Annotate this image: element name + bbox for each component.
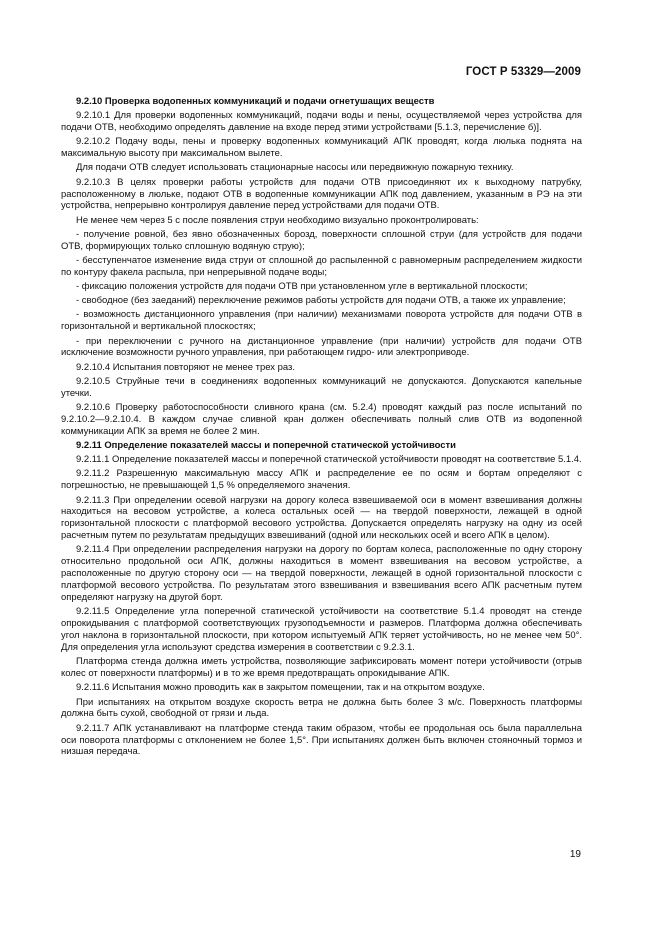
paragraph: 9.2.10.1 Для проверки водопенных коммуникаций, подачи воды и пены, осуществляемой через устройства для подачи ОТВ, необходимо определять давление на входе перед этими устройствами [5.1.3, перечисление б)]. [61, 110, 582, 134]
paragraph: 9.2.11.1 Определение показателей массы и поперечной статической устойчивости проводят на соответствие 5.1.4. [76, 454, 582, 466]
paragraph: 9.2.11.4 При определении распределения нагрузки на дорогу по бортам колеса, расположенные по одну сторону относительно продольной оси АПК, должны находиться в момент взвешивания на весовом устройстве, а расположенные по другую сторону оси — на твердой поверхности, лежащей в одной горизонтальной плоскости с платформой весового устройства. По результатам этого взвешивания и взвешивания всего АПК расчетным путем определяют нагрузку на другой борт. [61, 544, 582, 604]
paragraph: 9.2.11.3 При определении осевой нагрузки на дорогу колеса взвешиваемой оси в момент взвешивания должны находиться на весовом устройстве, а колеса остальных осей — на твердой поверхности, лежащей в одной горизонтальной плоскости с платформой весового устройства. Допускается определять нагрузку на одну из осей расчетным путем по результатам предыдущих взвешиваний (одной или нескольких осей и всего АПК в целом). [61, 494, 582, 542]
paragraph: 9.2.11.2 Разрешенную максимальную массу АПК и распределение ее по осям и бортам определяют с погрешностью, не превышающей 1,5 % определяемого значения. [61, 468, 582, 492]
document-header: ГОСТ Р 53329—2009 [465, 66, 581, 78]
list-item: - получение ровной, без явно обозначенных борозд, поверхности сплошной струи (для устройств для подачи ОТВ, формирующих только сплошную водяную струю); [61, 228, 582, 252]
list-item: - фиксацию положения устройств для подачи ОТВ при установленном угле в вертикальной плоскости; [76, 281, 528, 293]
paragraph: Платформа стенда должна иметь устройства, позволяющие зафиксировать момент потери устойчивости (отрыв колес от поверхности платформы) и в то же время предотвращать опрокидывание АПК. [61, 656, 582, 680]
paragraph: 9.2.10.2 Подачу воды, пены и проверку водопенных коммуникаций АПК проводят, когда люлька поднята на максимальную высоту при максимальном вылете. [61, 136, 582, 160]
paragraph: 9.2.10.6 Проверку работоспособности сливного крана (см. 5.2.4) проводят каждый раз после испытаний по 9.2.10.2—9.2.10.4. В каждом случае сливной кран должен обеспечивать полный слив ОТВ из водопенной коммуникации АПК за время не более 2 мин. [61, 402, 582, 437]
document-body [61, 96, 582, 758]
paragraph: Не менее чем через 5 с после появления струи необходимо визуально проконтролировать: [76, 214, 479, 226]
paragraph: 9.2.11.7 АПК устанавливают на платформе стенда таким образом, чтобы ее продольная ось была параллельна оси поворота платформы с отклонением не более 1,5°. При испытаниях должен быть включен стояночный тормоз и низшая передача. [61, 722, 582, 758]
paragraph: Для подачи ОТВ следует использовать стационарные насосы или передвижную пожарную технику. [76, 162, 514, 174]
list-item: - свободное (без заеданий) переключение режимов работы устройств для подачи ОТВ, а также их управление; [76, 295, 566, 307]
page-number: 19 [569, 849, 581, 860]
list-item: - бесступенчатое изменение вида струи от сплошной до распыленной с равномерным распределением жидкости по контуру факела распыла, при непрерывной подаче воды; [61, 254, 582, 278]
paragraph: 9.2.10.5 Струйные течи в соединениях водопенных коммуникаций не допускаются. Допускаются капельные утечки. [61, 375, 582, 399]
paragraph: При испытаниях на открытом воздухе скорость ветра не должна быть более 3 м/с. Поверхность платформы должна быть сухой, свободной от грязи и льда. [61, 696, 582, 720]
paragraph: 9.2.11.6 Испытания можно проводить как в закрытом помещении, так и на открытом воздухе. [76, 682, 485, 694]
list-item: - при переключении с ручного на дистанционное управление (при наличии) устройств для подачи ОТВ исключение возможности ручного управления, при работающем гидро- или электроприводе. [61, 335, 582, 359]
paragraph: 9.2.10.4 Испытания повторяют не менее трех раз. [76, 361, 295, 373]
paragraph: 9.2.11.5 Определение угла поперечной статической устойчивости на соответствие 5.1.4 проводят на стенде опрокидывания с платформой соответствующих грузоподъемности и размеров. Платформа должна обеспечивать угол наклона в горизонтальной плоскости, при котором испытуемый АПК теряет устойчивость, но не менее чем 50°. Для определения угла используют средства измерения в соответствии с 9.2.3.1. [61, 606, 582, 653]
paragraph: 9.2.10.3 В целях проверки работы устройств для подачи ОТВ присоединяют их к выходному патрубку, расположенному в люльке, подают ОТВ в водопенные коммуникации АПК под давлением, указанным в РЭ на эти устройства, непрерывно контролируя давление перед устройствами для подачи ОТВ. [61, 176, 582, 212]
section-heading: 9.2.10 Проверка водопенных коммуникаций и подачи огнетушащих веществ [76, 96, 435, 107]
list-item: - возможность дистанционного управления (при наличии) механизмами поворота устройств для подачи ОТВ в горизонтальной и вертикальной плоскостях; [61, 309, 582, 333]
section-heading: 9.2.11 Определение показателей массы и поперечной статической устойчивости [76, 440, 456, 452]
